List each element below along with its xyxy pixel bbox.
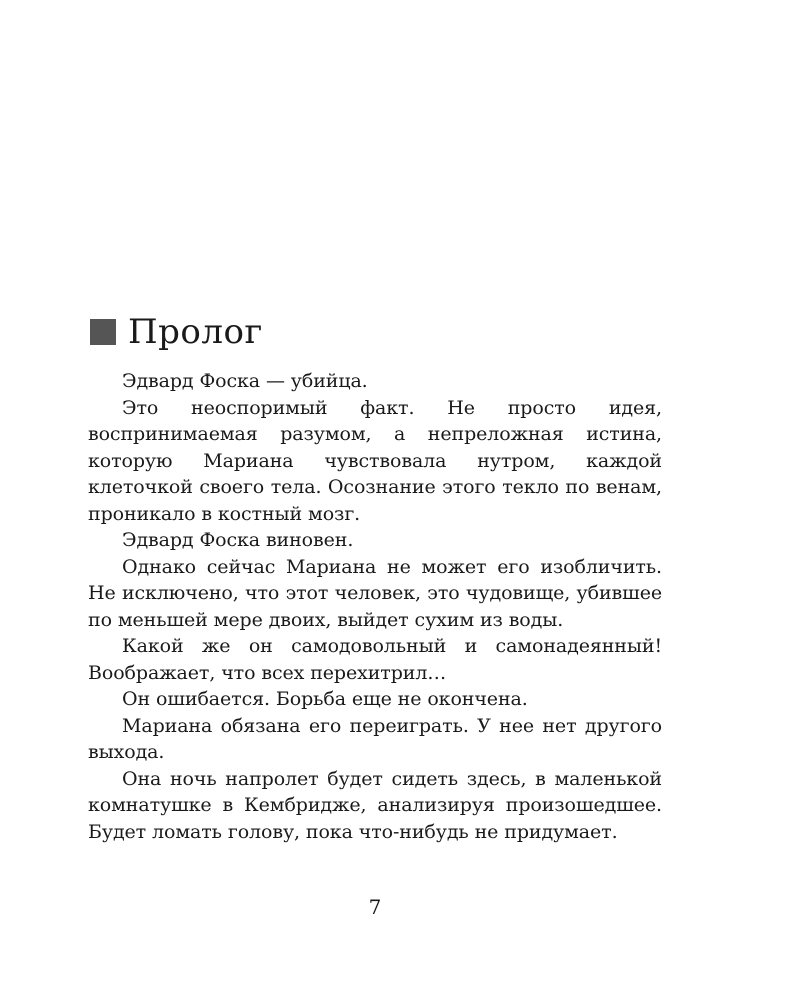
chapter-heading bbox=[88, 310, 662, 354]
page-number: 7 bbox=[368, 895, 382, 919]
paragraph: Это неоспоримый факт. Не просто идея, воспринимаемая разумом, а непреложная истина, которую Мариана чувствовала нутром, каждой клеточкой своего тела. Осознание этого текло по венам, проникало в костный мозг. bbox=[88, 396, 662, 525]
paragraph: Она ночь напролет будет сидеть здесь, в маленькой комнатушке в Кембридже, анализируя произошедшее. Будет ломать голову, пока что-нибудь не придумает. bbox=[88, 767, 662, 843]
chapter-title: Пролог bbox=[128, 312, 263, 352]
page-content bbox=[88, 310, 662, 845]
paragraph: Он ошибается. Борьба еще не окончена. bbox=[122, 688, 528, 710]
chapter-body bbox=[88, 368, 662, 845]
paragraph: Какой же он самодовольный и самонадеянный! Воображает, что всех перехитрил… bbox=[88, 635, 662, 684]
paragraph: Мариана обязана его переиграть. У нее нет другого выхода. bbox=[88, 714, 662, 763]
paragraph: Эдвард Фоска — убийца. bbox=[122, 370, 368, 392]
square-bullet-icon bbox=[90, 319, 116, 345]
paragraph: Эдвард Фоска виновен. bbox=[122, 529, 354, 551]
paragraph: Однако сейчас Мариана не может его изобличить. Не исключено, что этот человек, это чудовище, убившее по меньшей мере двоих, выйдет сухим из воды. bbox=[88, 555, 662, 631]
